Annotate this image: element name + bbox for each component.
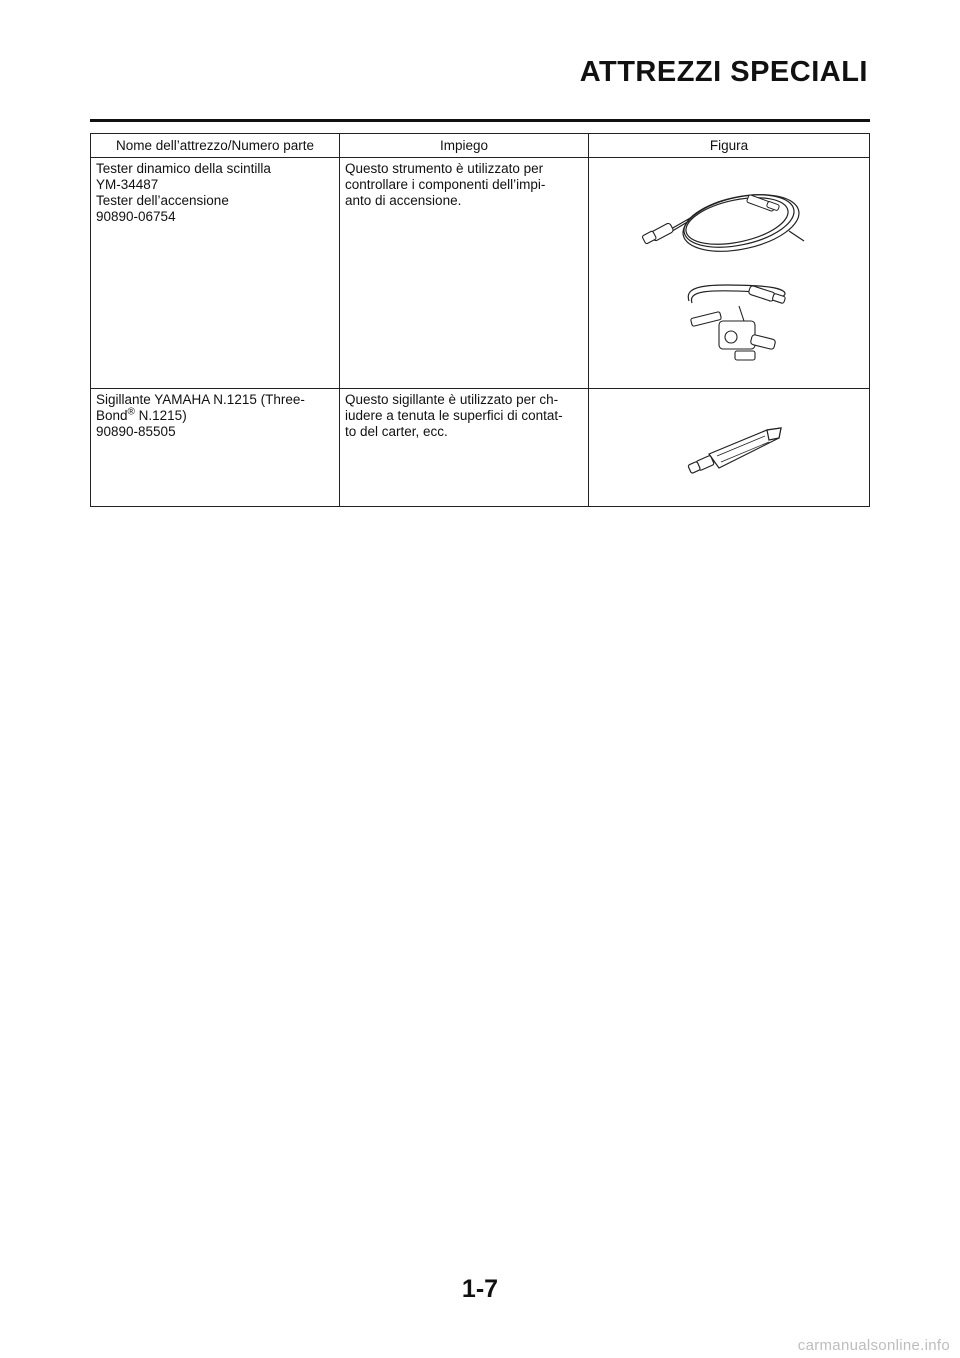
page-number: 1-7 [461,1275,499,1303]
tool-use-line: to del carter, ecc. [345,424,448,439]
tool-use-line: Questo sigillante è utilizzato per ch- [345,392,559,407]
tool-figure-cell [589,389,870,507]
tool-name-cell [91,389,340,507]
column-header-figure: Figura [589,134,870,158]
tool-name-line: Tester dell’accensione [96,193,229,208]
table-row [91,158,870,389]
tool-part-number: 90890-85505 [96,424,176,439]
table-row [91,389,870,507]
page-title: ATTREZZI SPECIALI [579,56,868,88]
ignition-checker-cable-icon [589,161,885,385]
tool-use-line: anto di accensione. [345,193,462,208]
special-tools-table [90,133,870,507]
watermark: carmanualsonline.info [797,1337,950,1354]
tool-use-cell [340,158,589,389]
tool-figure-cell [589,158,870,389]
title-rule [90,119,870,122]
table-header-row [91,134,870,158]
brand-name: Bond [96,408,128,423]
product-code: N.1215) [134,408,187,423]
registered-mark: ® [127,406,135,418]
column-header-use: Impiego [340,134,589,158]
tool-name-cell [91,158,340,389]
column-header-name: Nome dell’attrezzo/Numero parte [91,134,340,158]
tool-part-number: 90890-06754 [96,209,176,224]
tool-name-line: Sigillante YAMAHA N.1215 (Three- [96,392,305,407]
tool-name-line: Tester dinamico della scintilla [96,161,271,176]
tool-part-number: YM-34487 [96,177,159,192]
tool-use-line: Questo strumento è utilizzato per [345,161,544,176]
tool-use-line: iudere a tenuta le superfici di contat- [345,408,563,423]
tool-name-line [96,408,333,424]
tool-use-line: controllare i componenti dell’impi- [345,177,546,192]
tool-use-cell [340,389,589,507]
sealant-tube-icon [589,392,885,503]
